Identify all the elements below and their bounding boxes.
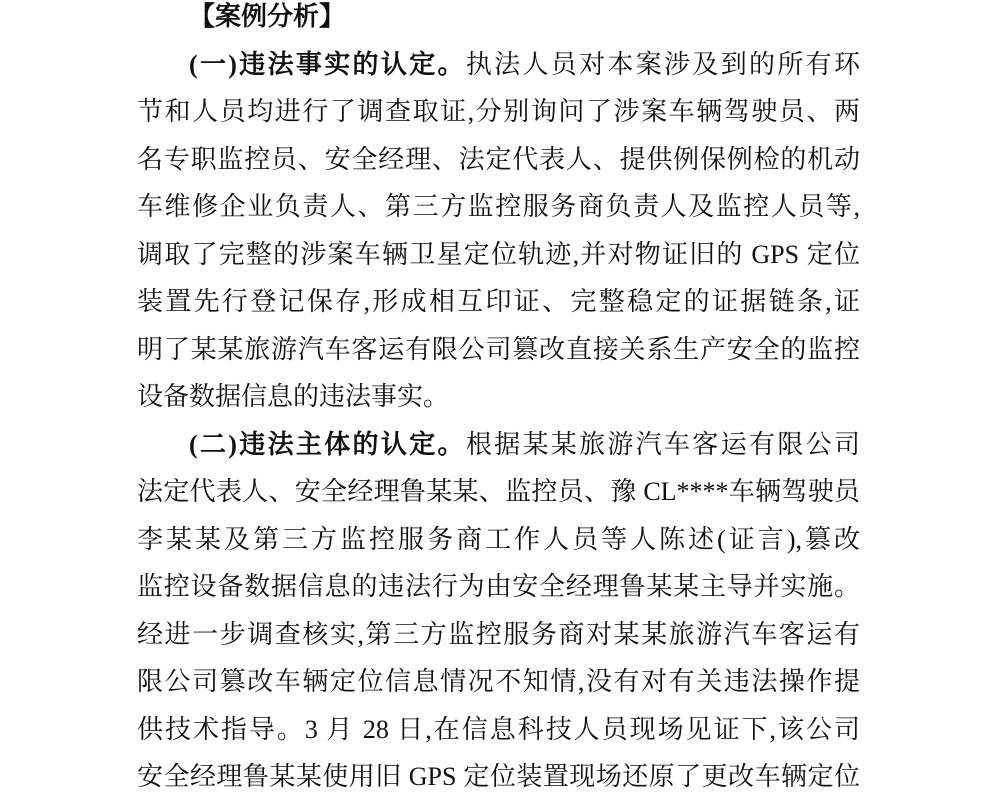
para2-line7 [137, 706, 860, 754]
para2-line1-text: 根据某某旅游汽车客运有限公司 [465, 429, 860, 459]
para2-line6-text: 限公司篡改车辆定位信息情况不知情,没有对有关违法操作提 [137, 667, 860, 696]
para2-line4 [137, 563, 860, 611]
section-heading-text: 【案例分析】 [189, 2, 346, 31]
para2-line6 [137, 658, 860, 706]
para2-line1 [137, 421, 860, 469]
para1-line7 [137, 326, 860, 374]
para1-line8-text: 设备数据信息的违法事实。 [137, 382, 450, 411]
para1-line8-last [137, 373, 860, 421]
para2-line8 [137, 753, 860, 801]
para2-lead-bold: (二)违法主体的认定。 [189, 429, 466, 459]
para2-line5 [137, 611, 860, 659]
section-heading [137, 0, 860, 41]
para2-line5-text: 经进一步调查核实,第三方监控服务商对某某旅游汽车客运有 [137, 619, 860, 649]
para1-line6 [137, 278, 860, 326]
para1-line3 [137, 136, 860, 184]
para1-line4 [137, 183, 860, 231]
case-analysis-body [137, 0, 860, 801]
para1-lead-bold: (一)违法事实的认定。 [189, 49, 466, 79]
para1-line5 [137, 231, 860, 279]
para1-line1-text: 执法人员对本案涉及到的所有环 [465, 49, 860, 79]
para1-line2-text: 节和人员均进行了调查取证,分别询问了涉案车辆驾驶员、两 [137, 97, 860, 126]
para1-line4-text: 车维修企业负责人、第三方监控服务商负责人及监控人员等, [137, 192, 860, 221]
para2-line4-text: 监控设备数据信息的违法行为由安全经理鲁某某主导并实施。 [137, 572, 860, 601]
para1-line6-text: 装置先行登记保存,形成相互印证、完整稳定的证据链条,证 [137, 287, 860, 316]
para2-line3 [137, 516, 860, 564]
para1-line1 [137, 41, 860, 89]
para2-line8-text: 安全经理鲁某某使用旧 GPS 定位装置现场还原了更改车辆定位 [137, 762, 860, 791]
para2-line7-text: 供技术指导。3 月 28 日,在信息科技人员现场见证下,该公司 [137, 714, 860, 744]
para2-line2 [137, 468, 860, 516]
para1-line7-text: 明了某某旅游汽车客运有限公司篡改直接关系生产安全的监控 [137, 334, 860, 364]
para2-line3-text: 李某某及第三方监控服务商工作人员等人陈述(证言),篡改 [137, 524, 860, 554]
para2-line2-text: 法定代表人、安全经理鲁某某、监控员、豫 CL****车辆驾驶员 [137, 477, 860, 506]
para1-line5-text: 调取了完整的涉案车辆卫星定位轨迹,并对物证旧的 GPS 定位 [137, 239, 860, 269]
para1-line3-text: 名专职监控员、安全经理、法定代表人、提供例保例检的机动 [137, 144, 860, 174]
para1-line2 [137, 88, 860, 136]
